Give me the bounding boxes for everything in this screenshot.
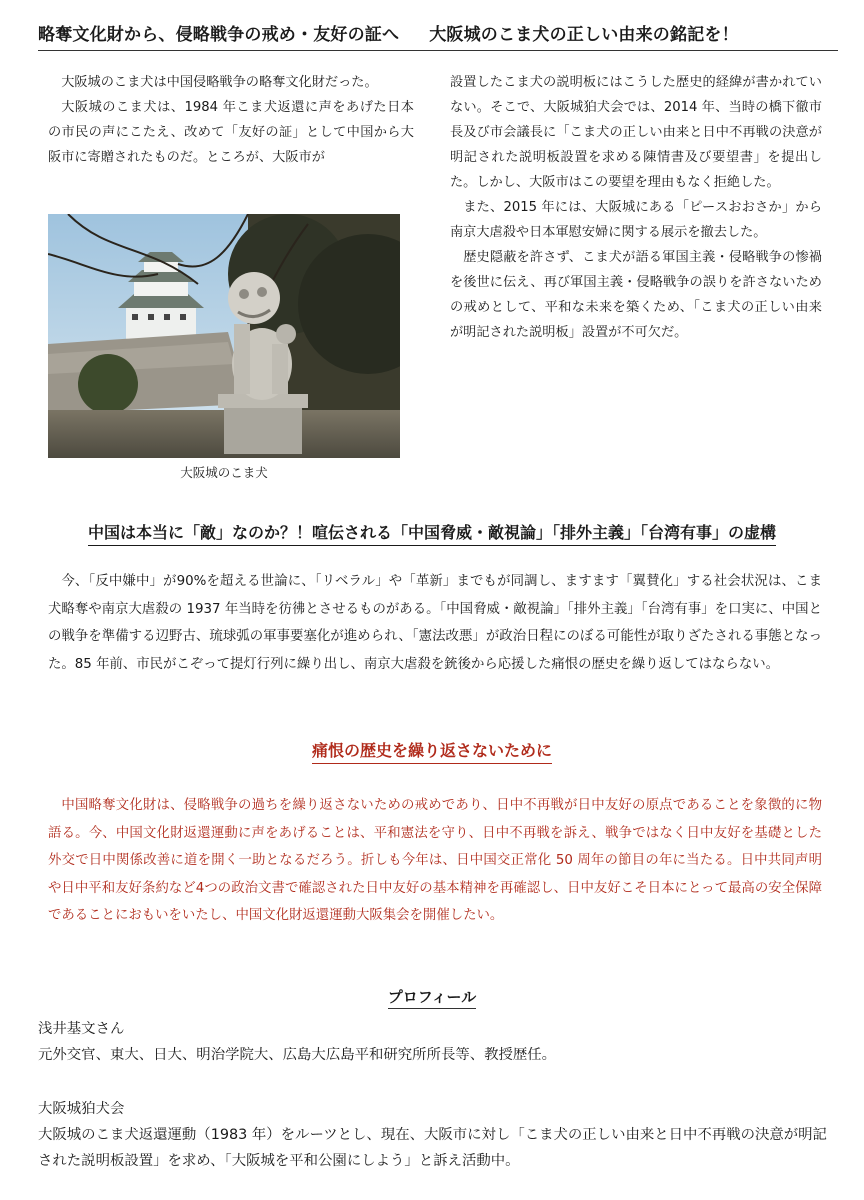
intro-paragraph: 大阪城のこま犬は中国侵略戦争の略奪文化財だった。 — [61, 75, 378, 90]
profile-org-name: 大阪城狛犬会 — [38, 1101, 125, 1117]
main-title — [38, 20, 838, 51]
komainu-photo-illustration — [48, 214, 400, 458]
main-title-right: 大阪城のこま犬の正しい由来の銘記を！ — [429, 25, 739, 45]
profile-person-description: 元外交官、東大、日大、明治学院大、広島大広島平和研究所所長等、教授歴任。 — [38, 1047, 557, 1063]
profile-heading-text: プロフィール — [388, 988, 477, 1009]
intro-paragraph: また、2015 年には、大阪城にある「ピースおおさか」から南京大虐殺や日本軍慰安婦に関する展示を撤去した。 — [450, 200, 822, 240]
section-body-history: 中国略奪文化財は、侵略戦争の過ちを繰り返さないための戒めであり、日中不再戦が日中友好の原点であることを象徴的に物語る。今、中国文化財返還運動に声をあげることは、平和憲法を守り、日中不再戦を訴え、戦争ではなく日中友好を基礎とした外交で日中関係改善に道を開く一助となるだろう。折しも今年は、日中国交正常化 50 周年の節目の年に当たる。日中共同声明や日中平和友好条約など4つの政治文書で確認された日中友好の基本精神を再確認し、日中友好こそ日本にとって最高の安全保障であることにおもいをいたし、中国文化財返還運動大阪集会を開催したい。 — [48, 798, 822, 923]
intro-left-column — [48, 70, 414, 170]
intro-paragraph: 大阪城のこま犬は、1984 年こま犬返還に声をあげた日本の市民の声にこたえ、改めて「友好の証」として中国から大阪市に寄贈されたものだ。ところが、大阪市が — [48, 100, 414, 165]
intro-paragraph: 歴史隠蔽を許さず、こま犬が語る軍国主義・侵略戦争の惨禍を後世に伝え、再び軍国主義・侵略戦争の誤りを許さないための戒めとして、平和な未来を築くため、「こま犬の正しい由来が明記された説明板」設置が不可欠だ。 — [450, 250, 822, 340]
intro-paragraph: 設置したこま犬の説明板にはこうした歴史的経緯が書かれていない。そこで、大阪城狛犬会では、2014 年、当時の橋下徹市長及び市会議長に「こま犬の正しい由来と日中不再戦の決意が明記された説明板設置を求める陳情書及び要望書」を提出した。しかし、大阪市はこの要望を理由もなく拒絶した。 — [450, 75, 822, 190]
profile-person-name: 浅井基文さん — [38, 1021, 125, 1037]
komainu-photo — [48, 214, 400, 458]
section-heading-china-threat — [0, 520, 864, 543]
section-body-china-threat: 今、「反中嫌中」が90%を超える世論に、「リベラル」や「革新」までもが同調し、ますます「翼賛化」する社会状況は、こま犬略奪や南京大虐殺の 1937 年当時を彷彿とさせるものがある。「中国脅威・敵視論」「排外主義」「台湾有事」を口実に、中国との戦争を準備する辺野古、琉球弧の軍事要塞化が進められ、「憲法改悪」が政治日程にのぼる可能性が取りざたされる事態となった。85 年前、市民がこぞって提灯行列に繰り出し、南京大虐殺を銃後から応援した痛恨の歴史を繰り返してはならない。 — [48, 574, 822, 672]
profile-org-description: 大阪城のこま犬返還運動（1983 年）をルーツとし、現在、大阪市に対し「こま犬の正しい由来と日中不再戦の決意が明記された説明板設置」を求め、「大阪城を平和公園にしよう」と訴え活動中。 — [38, 1127, 827, 1169]
photo-caption: 大阪城のこま犬 — [180, 465, 268, 480]
section-heading-history — [0, 738, 864, 761]
section-heading-text: 痛恨の歴史を繰り返さないために — [312, 741, 552, 764]
profile-heading — [0, 986, 864, 1007]
main-title-left: 略奪文化財から、侵略戦争の戒め・友好の証へ — [38, 25, 400, 45]
section-heading-text: 中国は本当に「敵」なのか？！喧伝される「中国脅威・敵視論」「排外主義」「台湾有事」の虚構 — [88, 523, 776, 546]
intro-right-column — [450, 70, 822, 345]
